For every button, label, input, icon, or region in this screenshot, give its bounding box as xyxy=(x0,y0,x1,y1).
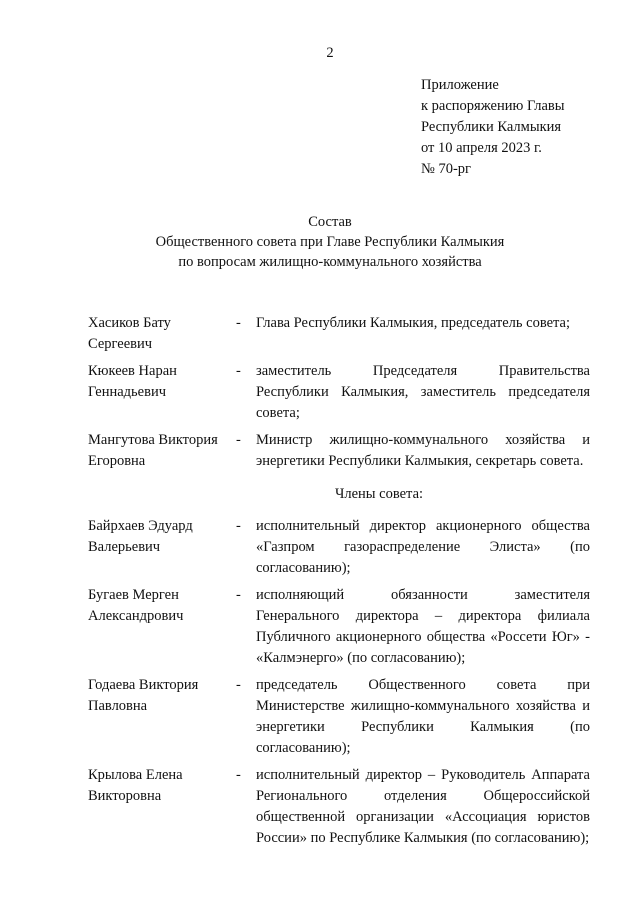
appendix-line: № 70-рг xyxy=(421,161,471,177)
member-name: Крылова Елена Викторовна xyxy=(88,767,183,804)
member-row xyxy=(88,516,590,579)
document-title xyxy=(0,212,640,272)
member-name: Годаева Виктория Павловна xyxy=(88,677,199,714)
member-row xyxy=(88,585,590,669)
appendix-line: Республики Калмыкия xyxy=(421,119,562,135)
member-role: исполнительный директор акционерного общества «Газпром газораспределение Элиста» (по согласованию); xyxy=(256,518,590,576)
appendix-header xyxy=(421,75,565,180)
title-line: Состав xyxy=(308,214,352,230)
member-name: Мангутова Виктория Егоровна xyxy=(88,432,218,469)
member-row xyxy=(88,313,590,355)
member-dash: - xyxy=(236,315,241,331)
member-row xyxy=(88,430,590,472)
member-role: Министр жилищно-коммунального хозяйства и энергетики Республики Калмыкия, секретарь совета. xyxy=(256,432,590,469)
title-line: Общественного совета при Главе Республики Калмыкия xyxy=(155,234,505,250)
title-line: по вопросам жилищно-коммунального хозяйства xyxy=(178,254,482,270)
member-row xyxy=(88,765,590,849)
member-dash: - xyxy=(236,677,241,693)
member-name: Байрхаев Эдуард Валерьевич xyxy=(88,518,193,555)
member-dash: - xyxy=(236,518,241,534)
appendix-line: Приложение xyxy=(421,77,499,93)
appendix-line: к распоряжению Главы xyxy=(421,98,565,114)
page-number: 2 xyxy=(326,45,334,61)
appendix-line: от 10 апреля 2023 г. xyxy=(421,140,542,156)
member-dash: - xyxy=(236,767,241,783)
members-heading: Члены совета: xyxy=(334,486,424,502)
member-role: исполнительный директор – Руководитель Аппарата Регионального отделения Общероссийской общественной организации «Ассоциация юристов России» по Республике Калмыкия (по согласованию); xyxy=(256,767,590,846)
council-composition xyxy=(88,313,590,855)
member-role: председатель Общественного совета при Министерстве жилищно-коммунального хозяйства и энергетики Республики Калмыкия (по согласованию); xyxy=(256,677,590,756)
member-role: исполняющий обязанности заместителя Генерального директора – директора филиала Публичного акционерного общества «Россети Юг» - «Калмэнерго» (по согласованию); xyxy=(256,587,590,666)
member-dash: - xyxy=(236,587,241,603)
member-name: Кюкеев Наран Геннадьевич xyxy=(88,363,177,400)
member-name: Хасиков Бату Сергеевич xyxy=(88,315,171,352)
member-row xyxy=(88,361,590,424)
member-dash: - xyxy=(236,363,241,379)
member-row xyxy=(88,675,590,759)
member-role: Глава Республики Калмыкия, председатель совета; xyxy=(256,315,571,331)
member-role: заместитель Председателя Правительства Республики Калмыкия, заместитель председателя совета; xyxy=(256,363,590,421)
member-name: Бугаев Мерген Александрович xyxy=(88,587,184,624)
member-dash: - xyxy=(236,432,241,448)
